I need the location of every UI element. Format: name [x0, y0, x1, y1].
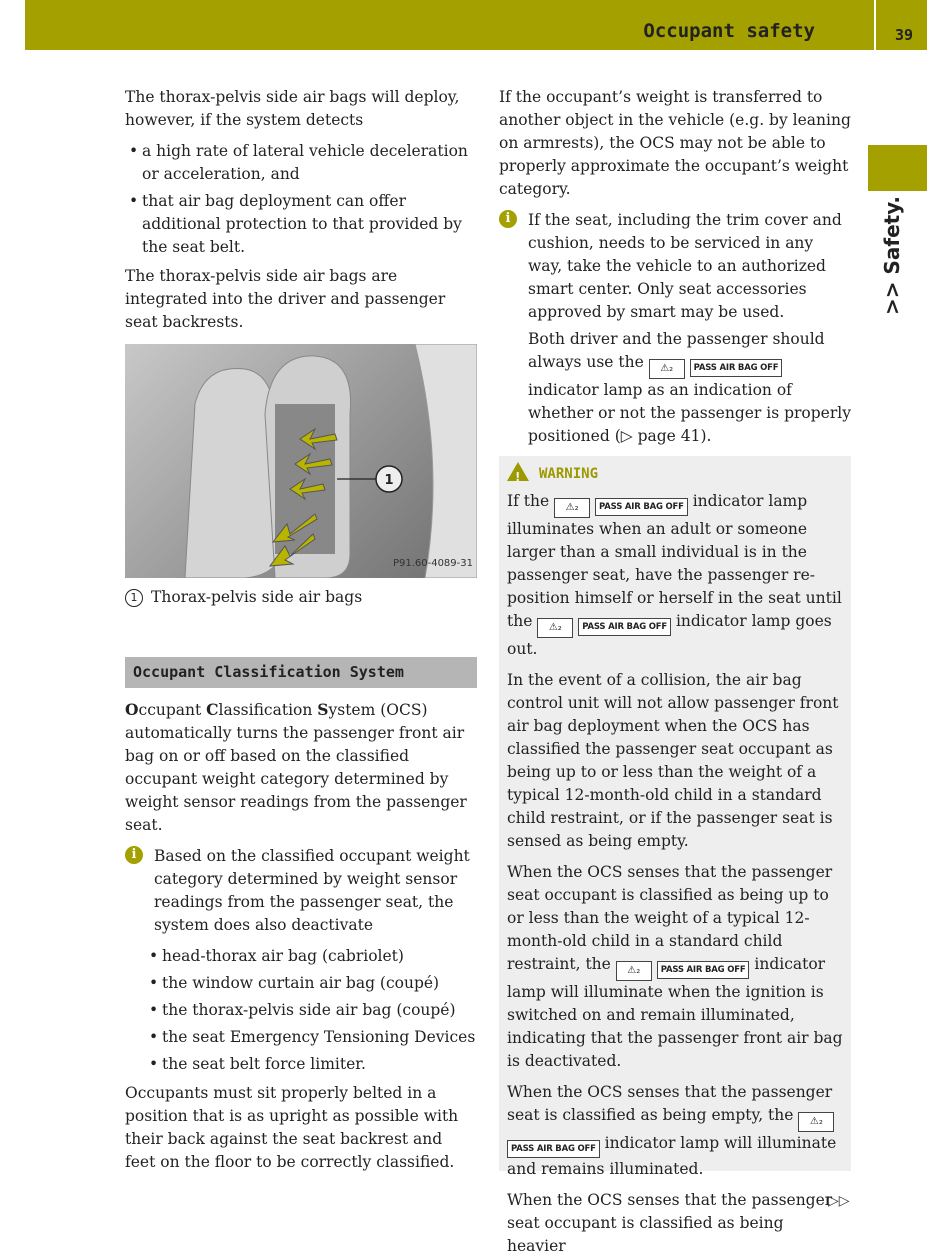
intro-paragraph: The thorax-pelvis side air bags will deploy, however, if the system detects	[125, 88, 460, 129]
header-separator	[874, 0, 876, 50]
warning-title-text: WARNING	[539, 466, 599, 482]
text-span: If the	[507, 492, 550, 510]
info-note-text: Based on the classified occupant weight category determined by weight sensor readings from the passenger seat, the system does also deactivate	[154, 847, 470, 934]
child-seat-indicator-icon: ⚠₂	[798, 1112, 834, 1132]
figure-caption	[125, 586, 477, 609]
pass-airbag-off-indicator: PASS AIR BAG OFF	[578, 618, 671, 636]
warning-paragraph	[507, 861, 843, 1073]
text-span: When the OCS senses that the passenger seat occupant is classified as being up to or less than the weight of a typical 12-month-old child in a standard child restraint, the	[507, 863, 833, 973]
info-note	[125, 845, 477, 937]
warning-triangle-icon	[507, 462, 529, 481]
info-circle-icon: i	[125, 846, 143, 864]
warning-paragraph	[507, 490, 843, 661]
warning-paragraph	[507, 1081, 843, 1181]
info-service-text: If the seat, including the trim cover and cushion, needs to be serviced in any way, take the vehicle to an authorized smart center. Only seat accessories approved by smart may be used.	[528, 211, 842, 321]
header-bar	[25, 0, 927, 50]
seat-airbag-figure	[125, 344, 477, 578]
bold-letter: C	[206, 700, 219, 719]
callout-number: 1	[384, 473, 394, 488]
text-span: indicator lamp will illuminate when the ignition is switched on and remain illuminated, indicating that the passenger front air bag is deactivated.	[507, 955, 843, 1070]
list-item: • the thorax-pelvis side air bag (coupé)	[145, 999, 477, 1022]
text-span: indicator lamp illuminates when an adult or someone larger than a small individual is in the passenger seat, have the passenger re-position himself or herself in the seat until the	[507, 492, 842, 630]
text-span: indicator lamp as an indication of whether or not the passenger is properly positioned (▷ page 41).	[528, 381, 851, 445]
side-tab-label: >> Safety.	[880, 195, 904, 315]
info-circle-icon: i	[499, 210, 517, 228]
side-tab-marker	[868, 145, 927, 191]
text-span: indicator lamp will illuminate and remains illuminated.	[507, 1134, 837, 1178]
left-column	[125, 86, 477, 1182]
child-seat-indicator-icon: ⚠₂	[616, 961, 652, 981]
figure-reference: P91.60-4089-31	[392, 558, 473, 569]
bold-letter: S	[317, 700, 329, 719]
text-span: indicator lamp goes out.	[507, 612, 832, 658]
seat-illustration	[125, 344, 477, 578]
warning-paragraph: When the OCS senses that the passenger seat occupant is classified as being heavier	[507, 1191, 833, 1255]
integrated-paragraph: The thorax-pelvis side air bags are integrated into the driver and passenger seat backrests.	[125, 267, 446, 331]
text-span: ystem (OCS) automatically turns the passenger front air bag on or off based on the classified occupant weight category determined by weight sensor readings from the passenger seat.	[125, 701, 467, 834]
both-driver-text	[516, 328, 851, 448]
pass-airbag-off-indicator: PASS AIR BAG OFF	[507, 1140, 600, 1158]
section-heading: Occupant Classification System	[125, 657, 477, 688]
warning-paragraph: In the event of a collision, the air bag control unit will not allow passenger front air bag deployment when the OCS has classified the passenger seat occupant as being up to or less than the weight of a typical 12-month-old child in a standard child restraint, or if the passenger seat is sensed as being empty.	[507, 671, 839, 850]
text-span: Both driver and the passenger should always use the	[528, 330, 825, 371]
weight-transfer-paragraph: If the occupant’s weight is transferred to another object in the vehicle (e.g. by leaning on armrests), the OCS may not be able to properly approximate the occupant’s weight category.	[499, 88, 851, 198]
page-title: Occupant safety	[643, 20, 815, 42]
caption-text: Thorax-pelvis side air bags	[151, 588, 363, 606]
next-page-marker: ▷▷	[828, 1193, 850, 1209]
text-span: ccupant	[138, 701, 207, 719]
child-seat-indicator-icon: ⚠₂	[537, 618, 573, 638]
list-item: • the seat Emergency Tensioning Devices	[145, 1026, 477, 1049]
pass-airbag-off-indicator: PASS AIR BAG OFF	[657, 961, 750, 979]
list-item: • the window curtain air bag (coupé)	[145, 972, 477, 995]
bold-letter: O	[125, 700, 139, 719]
right-column	[499, 86, 851, 1255]
page-number: 39	[895, 26, 914, 44]
caption-number: 1	[125, 589, 143, 607]
list-item: • that air bag deployment can offer additional protection to that provided by the seat belt.	[125, 190, 477, 259]
ocs-intro-paragraph	[125, 698, 477, 837]
intro-bullet-list	[125, 140, 477, 259]
pass-airbag-off-indicator: PASS AIR BAG OFF	[690, 359, 783, 377]
door-frame-shape	[415, 344, 477, 578]
deactivate-list	[125, 945, 477, 1076]
closing-paragraph: Occupants must sit properly belted in a position that is as upright as possible with their back against the seat backrest and feet on the floor to be correctly classified.	[125, 1084, 459, 1171]
text-span: lassification	[218, 701, 318, 719]
warning-box	[499, 456, 851, 1255]
list-item: • head-thorax air bag (cabriolet)	[145, 945, 477, 968]
info-note	[499, 209, 851, 448]
child-seat-indicator-icon: ⚠₂	[554, 498, 590, 518]
text-span: When the OCS senses that the passenger seat is classified as being empty, the	[507, 1083, 833, 1124]
list-item: • the seat belt force limiter.	[145, 1053, 477, 1076]
list-item: • a high rate of lateral vehicle deceleration or acceleration, and	[125, 140, 477, 186]
warning-heading	[507, 462, 843, 486]
child-seat-indicator-icon: ⚠₂	[649, 359, 685, 379]
pass-airbag-off-indicator: PASS AIR BAG OFF	[595, 498, 688, 516]
